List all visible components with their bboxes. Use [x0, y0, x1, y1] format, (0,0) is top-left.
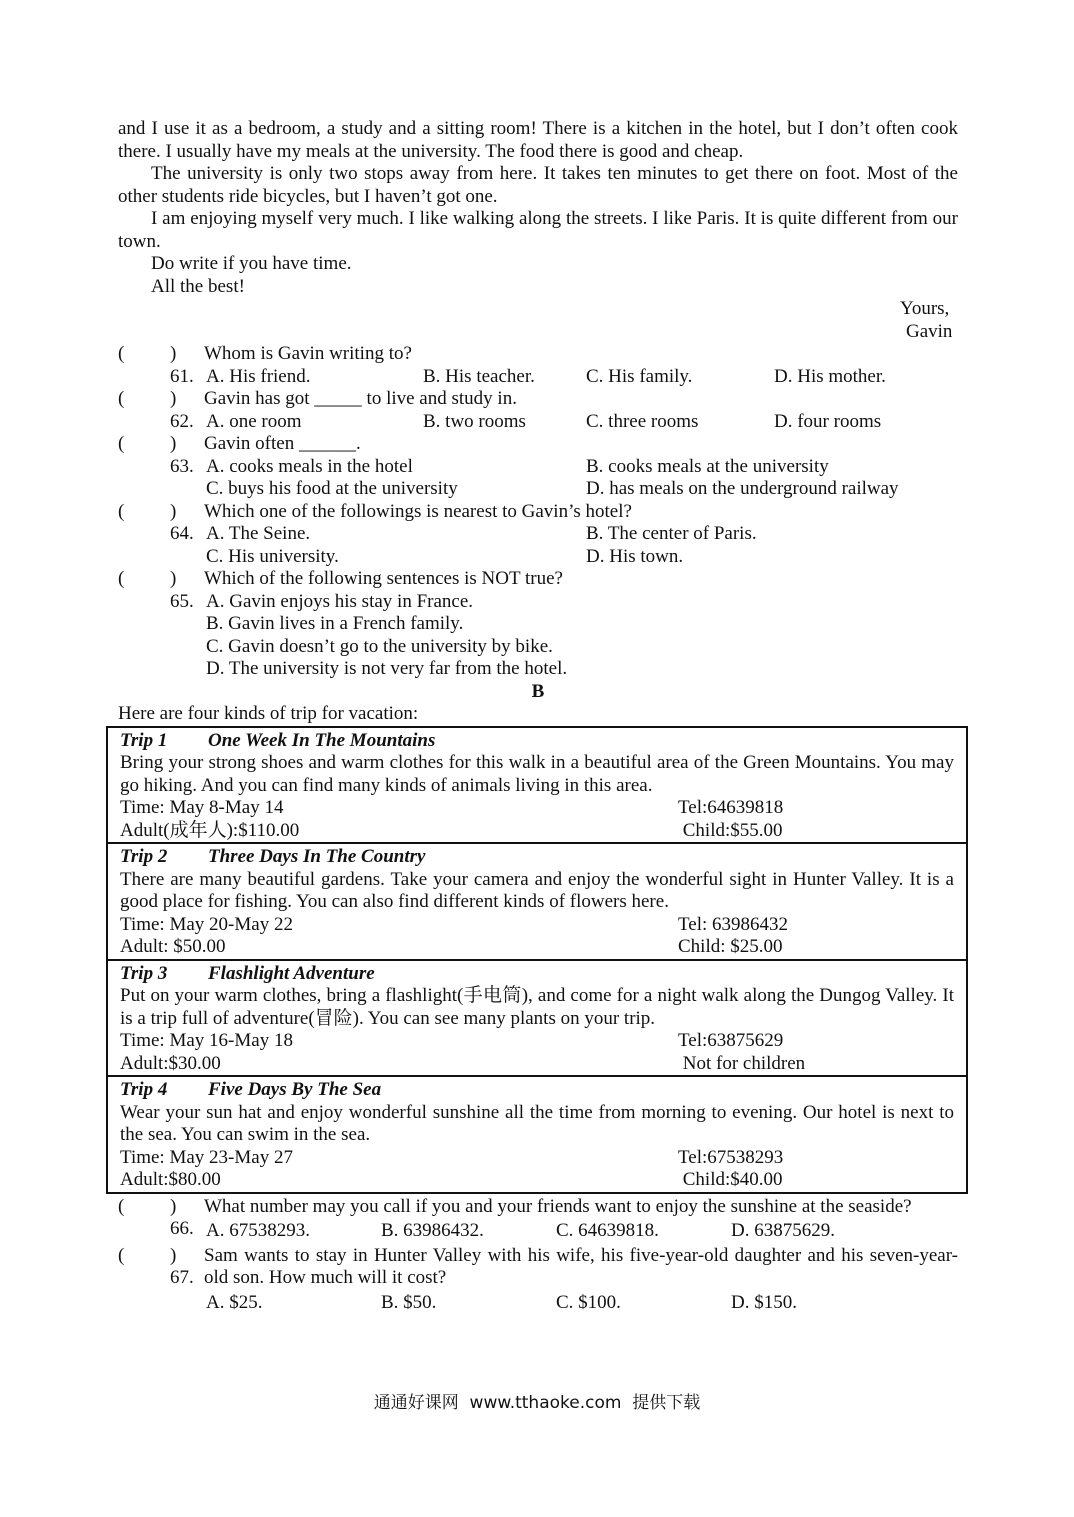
question-63: ( ) 63. Gavin often ______. A. cooks meals in the hotel B. cooks meals at the university C. buys his food at the university D. has meals on the underground railway	[118, 433, 958, 501]
option-b: B. Gavin lives in a French family.	[206, 613, 464, 634]
letter-paragraph: The university is only two stops away from here. It takes ten minutes to get there on foot. Most of the other students ride bicycles, but I haven’t got one.	[118, 163, 958, 207]
trip-child-price: Child:$55.00	[678, 819, 783, 841]
trip-child-price: Not for children	[678, 1052, 806, 1074]
section-intro: Here are four kinds of trip for vacation:	[118, 703, 419, 724]
trips-table	[106, 726, 968, 1194]
question-number: ) 67.	[170, 1244, 194, 1288]
page-footer: 通通好课网 www.tthaoke.com 提供下载	[373, 1393, 701, 1413]
trip-description: Wear your sun hat and enjoy wonderful sunshine all the time from morning to evening. Our hotel is next to the sea. You can swim in the sea.	[120, 1101, 954, 1145]
question-number: ) 61.	[170, 343, 194, 387]
letter-closing: Yours,	[900, 298, 950, 319]
option-c: C. 64639818.	[556, 1220, 659, 1241]
option-d: D. has meals on the underground railway	[586, 478, 899, 499]
option-d: D. His town.	[586, 545, 684, 567]
trip-time: Time: May 8-May 14	[120, 797, 284, 818]
option-list	[206, 523, 958, 568]
option-b: B. cooks meals at the university	[586, 455, 829, 477]
letter-paragraph: I am enjoying myself very much. I like walking along the streets. I like Paris. It is quite different from our town.	[118, 208, 958, 252]
question-65: ( ) 65. Which of the following sentences is NOT true? A. Gavin enjoys his stay in France. B. Gavin lives in a French family. C. Gavin doesn’t go to the university by bike. D. The university is not very far from the hotel.	[118, 568, 958, 681]
option-list	[206, 591, 958, 681]
exam-page	[118, 118, 958, 1314]
option-c: C. Gavin doesn’t go to the university by bike.	[206, 635, 553, 657]
section-heading: B	[531, 680, 545, 702]
trip-adult-price: Adult:$80.00	[120, 1169, 221, 1190]
option-a: A. one room	[206, 410, 302, 432]
option-list	[206, 456, 958, 501]
option-a: A. Gavin enjoys his stay in France.	[206, 590, 474, 612]
letter-line: All the best!	[151, 275, 245, 297]
letter-line: Do write if you have time.	[151, 253, 352, 274]
question-number: ) 62.	[170, 388, 194, 432]
trip-time: Time: May 20-May 22	[120, 913, 293, 935]
trip-box	[108, 1075, 966, 1192]
option-d: D. 63875629.	[731, 1220, 835, 1241]
trip-heading: Trip 1 One Week In The Mountains	[120, 729, 436, 751]
option-a: A. cooks meals in the hotel	[206, 455, 413, 477]
trip-box	[108, 728, 966, 843]
question-67: ( ) 67. Sam wants to stay in Hunter Valley with his wife, his five-year-old daughter and his seven-year-old son. How much will it cost? A. $25. B. $50. C. $100. D. $150.	[118, 1244, 958, 1313]
question-stem: Whom is Gavin writing to?	[204, 343, 412, 364]
question-number: ) 64.	[170, 500, 194, 544]
question-number: ) 63.	[170, 433, 194, 477]
letter-body	[118, 118, 958, 343]
trip-description: Bring your strong shoes and warm clothes for this walk in a beautiful area of the Green Mountains. You may go hiking. And you can find many kinds of animals living in this area.	[120, 752, 954, 796]
question-64: ( ) 64. Which one of the followings is nearest to Gavin’s hotel? A. The Seine. B. The center of Paris. C. His university. D. His town.	[118, 501, 958, 569]
trip-child-price: Child:$40.00	[678, 1169, 783, 1190]
question-stem: Gavin often ______.	[204, 433, 361, 454]
trip-time: Time: May 16-May 18	[120, 1030, 293, 1051]
question-62: ( ) 62. Gavin has got _____ to live and study in. A. one room B. two rooms C. three rooms D. four rooms	[118, 388, 958, 433]
option-list	[206, 1292, 958, 1315]
question-stem: What number may you call if you and your friends want to enjoy the sunshine at the seaside?	[204, 1195, 912, 1217]
trip-description: Put on your warm clothes, bring a flashlight(手电筒), and come for a night walk along the Dungog Valley. It is a trip full of adventure(冒险). You can see many plants on your trip.	[120, 985, 954, 1029]
option-d: D. The university is not very far from the hotel.	[206, 658, 568, 679]
trip-tel: Tel:64639818	[678, 797, 784, 818]
option-a: A. 67538293.	[206, 1220, 310, 1241]
question-stem: Gavin has got _____ to live and study in.	[204, 388, 517, 409]
option-a: A. $25.	[206, 1291, 263, 1313]
trip-adult-price: Adult: $50.00	[120, 936, 226, 957]
trip-time: Time: May 23-May 27	[120, 1146, 293, 1168]
trip-adult-price: Adult(成年人):$110.00	[120, 819, 300, 841]
trip-box	[108, 842, 966, 959]
option-c: C. buys his food at the university	[206, 478, 458, 499]
option-c: C. His university.	[206, 545, 339, 567]
trip-child-price: Child: $25.00	[678, 936, 783, 957]
trip-heading: Trip 2 Three Days In The Country	[120, 846, 426, 867]
option-d: D. four rooms	[774, 410, 882, 432]
option-a: A. The Seine.	[206, 523, 311, 544]
trip-tel: Tel:67538293	[678, 1146, 784, 1168]
trip-description: There are many beautiful gardens. Take your camera and enjoy the wonderful sight in Hunter Valley. It is a good place for fishing. You can also find different kinds of flowers here.	[120, 868, 954, 912]
option-d: D. His mother.	[774, 365, 886, 387]
option-c: C. three rooms	[586, 410, 699, 432]
option-c: C. His family.	[586, 365, 693, 387]
option-b: B. The center of Paris.	[586, 523, 757, 544]
option-b: B. His teacher.	[423, 365, 535, 387]
option-list	[206, 411, 958, 434]
option-b: B. $50.	[381, 1291, 437, 1313]
trip-adult-price: Adult:$30.00	[120, 1052, 221, 1074]
option-c: C. $100.	[556, 1291, 621, 1313]
option-list	[206, 366, 958, 389]
question-number: ) 65.	[170, 568, 194, 612]
question-61: ( ) 61. Whom is Gavin writing to? A. His friend. B. His teacher. C. His family. D. His mother.	[118, 343, 958, 388]
question-number: ) 66.	[170, 1195, 194, 1239]
option-b: B. two rooms	[423, 410, 526, 432]
question-stem: Sam wants to stay in Hunter Valley with his wife, his five-year-old daughter and his seven-year-old son. How much will it cost?	[204, 1244, 958, 1288]
trip-tel: Tel: 63986432	[678, 913, 789, 935]
option-b: B. 63986432.	[381, 1220, 484, 1241]
option-a: A. His friend.	[206, 365, 311, 387]
option-list	[206, 1220, 958, 1243]
letter-paragraph: and I use it as a bedroom, a study and a sitting room! There is a kitchen in the hotel, but I don’t often cook there. I usually have my meals at the university. The food there is good and cheap.	[118, 118, 958, 162]
question-stem: Which of the following sentences is NOT true?	[204, 568, 563, 589]
trip-box	[108, 959, 966, 1076]
option-d: D. $150.	[731, 1291, 797, 1313]
trip-heading: Trip 3 Flashlight Adventure	[120, 962, 375, 984]
trip-heading: Trip 4 Five Days By The Sea	[120, 1079, 382, 1100]
trip-tel: Tel:63875629	[678, 1030, 784, 1051]
question-stem: Which one of the followings is nearest to Gavin’s hotel?	[204, 500, 632, 522]
letter-signature: Gavin	[906, 320, 953, 342]
question-66: ( ) 66. What number may you call if you and your friends want to enjoy the sunshine at the seaside? A. 67538293. B. 63986432. C. 64639818. D. 63875629.	[118, 1196, 958, 1243]
